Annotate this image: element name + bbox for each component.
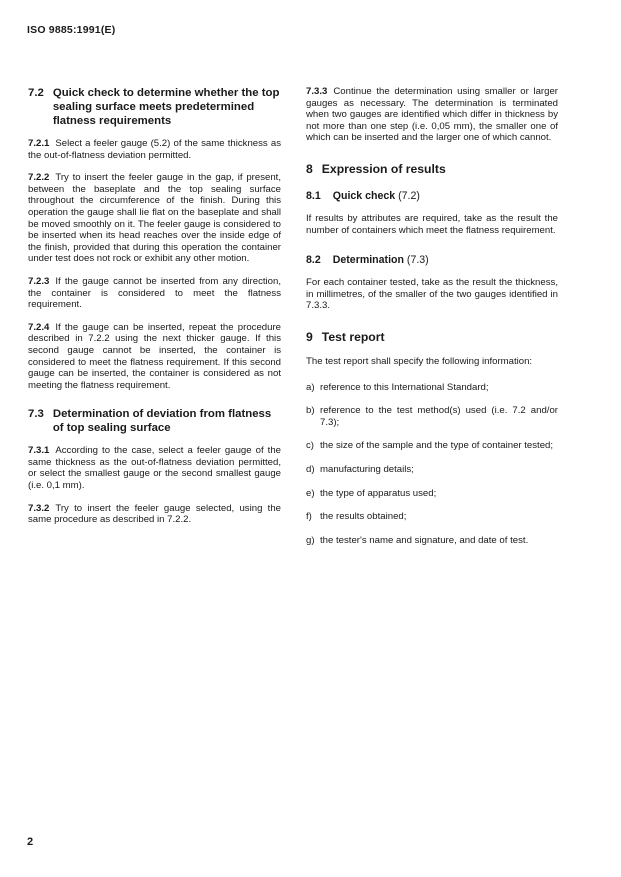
list-text: the results obtained; (320, 511, 407, 523)
clause-text: Try to insert the feeler gauge selected, using the same procedure as described in 7.2.2. (28, 502, 281, 526)
list-text: reference to this International Standard; (320, 381, 489, 393)
clause-number: 7.2.1 (28, 138, 50, 149)
section-title: Quick check (332, 189, 396, 202)
section-7-3-heading (28, 407, 281, 435)
clause-number: 7.2.4 (28, 321, 50, 333)
clause-text: Continue the determination using smaller or larger gauges as necessary. The determination is terminated when two gauges are identified which differ in thickness by not more than one step (i.e. 0,05 mm), the smaller one of which can be inserted and the larger one of which cannot. (306, 86, 558, 144)
clause-text: If the gauge cannot be inserted from any direction, the container is considered to meet the flatness requirement. (28, 275, 281, 311)
section-title: Test report (321, 329, 385, 344)
list-item (306, 464, 558, 476)
list-text: the tester's name and signature, and date of test. (320, 534, 529, 546)
clause-7-3-3 (306, 86, 558, 144)
left-column (28, 86, 281, 537)
list-text: manufacturing details; (320, 463, 414, 475)
list-item (306, 382, 558, 394)
section-number: 8.2 (306, 254, 321, 267)
list-item (306, 488, 558, 500)
section-number: 7.3 (28, 408, 44, 421)
clause-7-2-1 (28, 138, 281, 161)
section-title: Determination (332, 254, 404, 267)
clause-text: According to the case, select a feeler gauge of the same thickness as the out-of-flatness deviation permitted, or select the smallest gauge or the second smallest gauge (i.e. 0,1 mm). (28, 445, 281, 492)
section-reference: (7.2) (398, 189, 420, 202)
list-item (306, 511, 558, 523)
section-title: Quick check to determine whether the top sealing surface meets predetermined flatness requirements (52, 87, 280, 127)
list-text: the size of the sample and the type of container tested; (320, 440, 554, 452)
document-header: ISO 9885:1991(E) (27, 24, 116, 36)
list-marker: c) (306, 440, 314, 452)
section-title: Determination of deviation from flatness of top sealing surface (52, 408, 272, 435)
section-9-heading (306, 330, 558, 344)
right-column (306, 86, 558, 558)
list-item (306, 535, 558, 547)
clause-number: 7.2.2 (28, 172, 50, 184)
clause-7-2-2 (28, 172, 281, 265)
list-text: the type of apparatus used; (320, 487, 437, 499)
page-number: 2 (27, 836, 34, 848)
list-marker: e) (306, 487, 315, 499)
clause-number: 7.3.3 (306, 86, 328, 97)
list-text: reference to the test method(s) used (i.e. 7.2 and/or 7.3); (320, 405, 558, 428)
list-item (306, 440, 558, 452)
list-item (306, 405, 558, 428)
section-number: 9 (306, 329, 313, 344)
clause-number: 7.3.2 (28, 502, 50, 514)
list-marker: g) (306, 534, 315, 546)
clause-number: 7.3.1 (28, 445, 50, 457)
clause-7-2-4 (28, 322, 281, 392)
section-7-2-heading (28, 86, 281, 128)
list-marker: f) (306, 511, 312, 523)
section-number: 7.2 (28, 87, 44, 99)
section-title: Expression of results (321, 161, 446, 176)
section-8-heading (306, 162, 558, 176)
list-marker: a) (306, 381, 315, 393)
clause-number: 7.2.3 (28, 275, 50, 287)
section-8-2-heading (306, 254, 558, 267)
clause-7-2-3 (28, 276, 281, 311)
clause-7-3-2 (28, 503, 281, 526)
list-marker: b) (306, 405, 315, 417)
clause-text: Select a feeler gauge (5.2) of the same thickness as the out-of-flatness deviation permitted. (28, 138, 281, 161)
section-number: 8.1 (306, 189, 321, 202)
clause-text: Try to insert the feeler gauge in the gap, if present, between the baseplate and the top sealing surface throughout the circumference of the finish. During this operation the gauge shall lie flat on the baseplate and shall be moved smoothly on it. The feeler gauge is considered to be inserted when its head reaches over the inside edge of the finish, provided that during this operation the container under test does not rock or exhibit any other motion. (28, 172, 281, 265)
clause-8-2-text: For each container tested, take as the result the thickness, in millimetres, of the smaller of the two gauges identified in 7.3.3. (306, 277, 558, 312)
clause-8-1-text: If results by attributes are required, take as the result the number of containers which meet the flatness requirement. (306, 212, 558, 236)
section-8-1-heading (306, 190, 558, 203)
clause-9-text: The test report shall specify the following information: (306, 355, 533, 367)
test-report-list (306, 382, 558, 547)
section-reference: (7.3) (406, 254, 429, 267)
list-marker: d) (306, 463, 315, 475)
section-number: 8 (306, 161, 313, 176)
clause-text: If the gauge can be inserted, repeat the procedure described in 7.2.2 using the next thicker gauge. If this second gauge cannot be inserted, the container is considered to meet the flatness requirement. If this second gauge can be inserted, the container is considered as not meeting the flatness requirement. (28, 321, 281, 391)
clause-7-3-1 (28, 445, 281, 491)
